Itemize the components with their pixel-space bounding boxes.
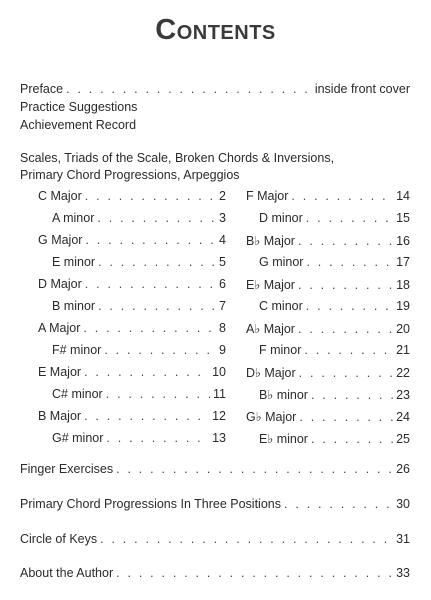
entry-label: C Major <box>38 189 82 203</box>
entry-page: 12 <box>212 409 226 423</box>
toc-entry-key[interactable] <box>259 387 410 402</box>
toc-entry-key[interactable] <box>246 233 410 248</box>
entry-label: Circle of Keys <box>20 532 98 546</box>
leader-dots <box>106 431 209 445</box>
entry-label: Preface <box>20 82 64 96</box>
entry-label: G minor <box>259 255 304 269</box>
entry-page: 23 <box>396 388 410 402</box>
leader-dots <box>299 410 393 424</box>
leader-dots <box>116 462 393 476</box>
entry-page: 8 <box>219 321 226 335</box>
entry-page: 22 <box>396 366 410 380</box>
leader-dots <box>311 388 393 402</box>
toc-entry-key[interactable] <box>259 299 410 313</box>
entry-label: Primary Chord Progressions In Three Positions <box>20 497 281 511</box>
entry-page: 13 <box>212 431 226 445</box>
entry-page: 19 <box>396 299 410 313</box>
toc-entry-key[interactable] <box>38 277 226 291</box>
toc-entry-about-the-author[interactable] <box>20 566 410 580</box>
toc-entry-key[interactable] <box>259 255 410 269</box>
leader-dots <box>98 255 216 269</box>
toc-entry-key[interactable] <box>246 321 410 336</box>
toc-entry-circle-of-keys[interactable] <box>20 532 410 546</box>
entry-label: A♭ Major <box>246 322 295 336</box>
leader-dots <box>85 277 216 291</box>
leader-dots <box>84 409 209 423</box>
entry-page: 26 <box>396 462 410 476</box>
entry-label: F Major <box>246 189 289 203</box>
toc-entry-primary-chord-progressions[interactable] <box>20 497 410 511</box>
entry-label: E♭ minor <box>259 432 308 446</box>
leader-dots <box>304 343 393 357</box>
entry-page: 17 <box>396 255 410 269</box>
leader-dots <box>84 365 209 379</box>
page-title: Contents <box>155 14 276 46</box>
entry-page: 14 <box>396 189 410 203</box>
entry-label: Finger Exercises <box>20 462 114 476</box>
entry-label: D Major <box>38 277 82 291</box>
toc-entry-key[interactable] <box>52 343 226 357</box>
entry-label: G♭ Major <box>246 410 297 424</box>
entry-page: 4 <box>219 233 226 247</box>
entry-label: E♭ Major <box>246 278 295 292</box>
toc-entry-key[interactable] <box>52 387 226 401</box>
entry-label: About the Author <box>20 566 114 580</box>
leader-dots <box>306 255 393 269</box>
entry-page: 6 <box>219 277 226 291</box>
entry-page: 31 <box>396 532 410 546</box>
toc-entry-key[interactable] <box>38 233 226 247</box>
entry-page: 25 <box>396 432 410 446</box>
entry-label: G Major <box>38 233 83 247</box>
toc-entry-key[interactable] <box>259 211 410 225</box>
entry-page: 3 <box>219 211 226 225</box>
toc-entry-key[interactable] <box>52 431 226 445</box>
entry-page: 24 <box>396 410 410 424</box>
entry-label: A minor <box>52 211 95 225</box>
toc-entry-key[interactable] <box>52 299 226 313</box>
leader-dots <box>85 233 216 247</box>
entry-label: D♭ Major <box>246 366 296 380</box>
toc-entry-preface[interactable] <box>20 82 410 96</box>
entry-page: 33 <box>396 566 410 580</box>
entry-page: 2 <box>219 189 226 203</box>
section-heading-line2: Primary Chord Progressions, Arpeggios <box>20 168 240 182</box>
leader-dots <box>98 299 216 313</box>
toc-entry-key[interactable] <box>246 277 410 292</box>
entry-page: 20 <box>396 322 410 336</box>
leader-dots <box>298 322 393 336</box>
entry-label: E Major <box>38 365 82 379</box>
leader-dots <box>291 189 393 203</box>
entry-page: 9 <box>219 343 226 357</box>
entry-label: F# minor <box>52 343 102 357</box>
leader-dots <box>97 211 216 225</box>
entry-label: C# minor <box>52 387 103 401</box>
leader-dots <box>306 299 393 313</box>
leader-dots <box>85 189 216 203</box>
section-heading-line1: Scales, Triads of the Scale, Broken Chords & Inversions, <box>20 151 335 165</box>
entry-page: 15 <box>396 211 410 225</box>
entry-page: 7 <box>219 299 226 313</box>
toc-entry-achievement-record[interactable]: Achievement Record <box>20 118 137 132</box>
entry-label: E minor <box>52 255 96 269</box>
entry-page: 11 <box>213 387 226 401</box>
toc-entry-key[interactable] <box>52 255 226 269</box>
entry-label: C minor <box>259 299 303 313</box>
leader-dots <box>299 366 393 380</box>
toc-entry-key[interactable] <box>38 321 226 335</box>
toc-entry-key[interactable] <box>246 409 410 424</box>
entry-label: B minor <box>52 299 96 313</box>
entry-page: 10 <box>212 365 226 379</box>
entry-label: B♭ Major <box>246 234 295 248</box>
entry-label: D minor <box>259 211 303 225</box>
leader-dots <box>298 234 393 248</box>
entry-page: inside front cover <box>314 82 410 96</box>
toc-entry-key[interactable] <box>246 365 410 380</box>
entry-label: A Major <box>38 321 81 335</box>
entry-page: 21 <box>396 343 410 357</box>
toc-entry-practice-suggestions[interactable]: Practice Suggestions <box>20 100 138 114</box>
leader-dots <box>83 321 216 335</box>
leader-dots <box>66 82 312 96</box>
leader-dots <box>100 532 393 546</box>
entry-page: 5 <box>219 255 226 269</box>
toc-entry-key[interactable] <box>246 189 410 203</box>
entry-page: 30 <box>396 497 410 511</box>
leader-dots <box>104 343 216 357</box>
toc-entry-key[interactable] <box>38 365 226 379</box>
toc-entry-key[interactable] <box>52 211 226 225</box>
leader-dots <box>284 497 393 511</box>
toc-entry-key[interactable] <box>259 343 410 357</box>
entry-page: 18 <box>396 278 410 292</box>
entry-label: B♭ minor <box>259 388 308 402</box>
toc-entry-key[interactable] <box>38 189 226 203</box>
leader-dots <box>306 211 393 225</box>
leader-dots <box>116 566 393 580</box>
entry-label: F minor <box>259 343 302 357</box>
entry-label: B Major <box>38 409 82 423</box>
leader-dots <box>106 387 210 401</box>
entry-label: G# minor <box>52 431 104 445</box>
leader-dots <box>298 278 393 292</box>
leader-dots <box>311 432 393 446</box>
toc-entry-finger-exercises[interactable] <box>20 462 410 476</box>
entry-page: 16 <box>396 234 410 248</box>
toc-entry-key[interactable] <box>259 431 410 446</box>
toc-entry-key[interactable] <box>38 409 226 423</box>
